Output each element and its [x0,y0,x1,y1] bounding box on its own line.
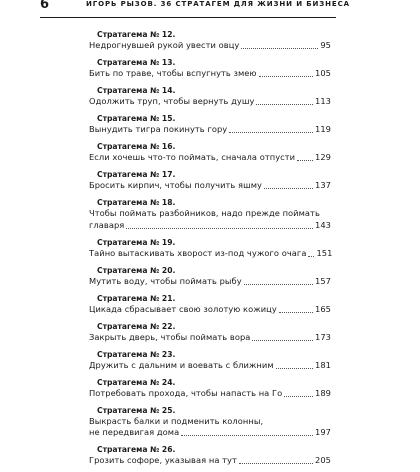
toc-page-number: 205 [315,455,331,465]
dot-leader [297,160,313,161]
toc-entry-title: Стратагема № 14. [97,86,176,95]
toc-page-number: 95 [320,40,331,50]
toc-entry-last-line [89,332,331,344]
toc-entry-line: Выкрасть балки и подменить колонны, [89,415,264,426]
dot-leader [284,396,313,397]
toc-entry-description [89,40,331,52]
page-number: 6 [40,0,50,12]
toc-entry-title: Стратагема № 23. [97,349,176,359]
dot-leader [259,76,313,77]
toc-page-number: 197 [315,427,331,437]
toc-entry [89,29,331,52]
toc-entry-title: Стратагема № 25. [97,405,176,415]
dot-leader [264,188,313,189]
toc-page-number: 157 [315,275,331,286]
toc-entry-last-line [89,40,331,52]
dot-leader [276,368,313,369]
toc-entry-last-line [89,427,331,439]
toc-entry [89,293,331,316]
toc-entry-last-line [89,304,331,316]
toc-entry-description [89,152,331,164]
dot-leader [239,463,313,464]
dot-leader [126,228,313,229]
toc-entry [89,349,331,372]
dot-leader [279,312,313,313]
toc-entry-last-line [89,220,331,232]
toc-entry [89,57,331,80]
toc-entry-line: Потребовать прохода, чтобы напасть на Го [89,387,283,398]
toc-entry-line: Бросить кирпич, чтобы получить яшму [89,180,262,190]
toc-entry-line: главаря [89,219,125,230]
toc-entry-line: Тайно вытаскивать хворост из-под чужого очага [89,247,307,258]
dot-leader [252,340,313,341]
toc-entry [89,169,331,192]
toc-entry-title: Стратагема № 20. [97,265,176,275]
dot-leader [229,132,313,133]
toc-page-number: 165 [315,303,331,314]
toc-entry-title: Стратагема № 19. [97,237,176,247]
toc-entry-title: Стратагема № 26. [97,445,176,454]
toc-entry [89,405,331,439]
toc-entry-last-line [89,152,331,164]
toc-page-number: 189 [315,387,331,398]
toc-page-number: 129 [315,152,331,162]
toc-page-number: 105 [315,68,331,78]
toc-entry-title: Стратагема № 16. [97,142,176,151]
toc-entry-description [89,388,331,400]
toc-entry-last-line [89,124,331,136]
toc-entry [89,197,331,231]
toc-entry-last-line [89,180,331,192]
dot-leader [256,104,313,105]
running-header [40,0,400,15]
toc-entry-description [89,332,331,344]
dot-leader [308,256,314,257]
toc-entry [89,85,331,108]
dot-leader [241,48,318,49]
toc-page-number: 113 [315,96,331,106]
toc-entry-line: Одолжить труп, чтобы вернуть душу [89,96,255,106]
toc-entry-description [89,124,331,136]
toc-entry [89,265,331,288]
toc-entry-description [89,248,331,260]
toc-entry-last-line [89,248,331,260]
toc-entry-title: Стратагема № 21. [97,293,176,303]
toc-entry-description [89,276,331,288]
toc-entry-line: Закрыть дверь, чтобы поймать вора [89,331,251,342]
table-of-contents [89,29,331,472]
header-rule [40,17,336,18]
toc-entry-last-line [89,455,331,467]
toc-entry-description [89,208,331,231]
toc-entry [89,141,331,164]
toc-entry [89,321,331,344]
toc-entry-description [89,416,331,439]
running-head: ИГОРЬ РЫЗОВ. 36 СТРАТАГЕМ ДЛЯ ЖИЗНИ И БИЗНЕСА [86,0,350,8]
toc-entry-line: Грозить софоре, указывая на тут [89,455,237,465]
toc-entry-title: Стратагема № 24. [97,377,176,387]
toc-page-number: 137 [315,180,331,190]
toc-page-number: 173 [315,331,331,342]
toc-entry-description [89,360,331,372]
toc-page-number: 181 [315,359,331,370]
toc-entry-line: Если хочешь что-то поймать, сначала отпусти [89,152,296,162]
toc-entry-line: Мутить воду, чтобы поймать рыбу [89,275,242,286]
toc-entry-title: Стратагема № 17. [97,170,176,179]
toc-entry-title: Стратагема № 13. [97,58,176,67]
toc-entry-description [89,68,331,80]
toc-entry-line: Бить по траве, чтобы вспугнуть змею [89,68,257,78]
toc-entry-last-line [89,68,331,80]
dot-leader [244,284,313,285]
toc-entry-last-line [89,96,331,108]
toc-entry-line: Недрогнувшей рукой увести овцу [89,40,240,50]
toc-entry [89,377,331,400]
toc-entry-title: Стратагема № 18. [97,198,176,207]
dot-leader [181,435,313,436]
toc-page-number: 151 [316,247,333,258]
toc-entry-last-line [89,388,331,400]
toc-entry-description [89,180,331,192]
toc-entry-description [89,96,331,108]
toc-entry-line: не передвигая дома [89,427,180,437]
toc-entry-last-line [89,360,331,372]
toc-entry-line: Вынудить тигра покинуть гору [89,124,228,134]
toc-entry-description [89,304,331,316]
toc-entry-line: Цикада сбрасывает свою золотую кожицу [89,303,277,314]
toc-entry-title: Стратагема № 12. [97,30,176,39]
toc-entry [89,113,331,136]
toc-entry-line: Чтобы поймать разбойников, надо прежде поймать [89,208,320,218]
toc-entry-line: Дружить с дальним и воевать с ближним [89,359,274,370]
toc-entry-last-line [89,276,331,288]
toc-page-number: 143 [315,219,331,230]
toc-entry-title: Стратагема № 15. [97,114,176,123]
toc-entry [89,444,331,467]
toc-entry-title: Стратагема № 22. [97,321,176,331]
toc-entry [89,237,331,260]
toc-page-number: 119 [315,124,331,134]
toc-entry-description [89,455,331,467]
